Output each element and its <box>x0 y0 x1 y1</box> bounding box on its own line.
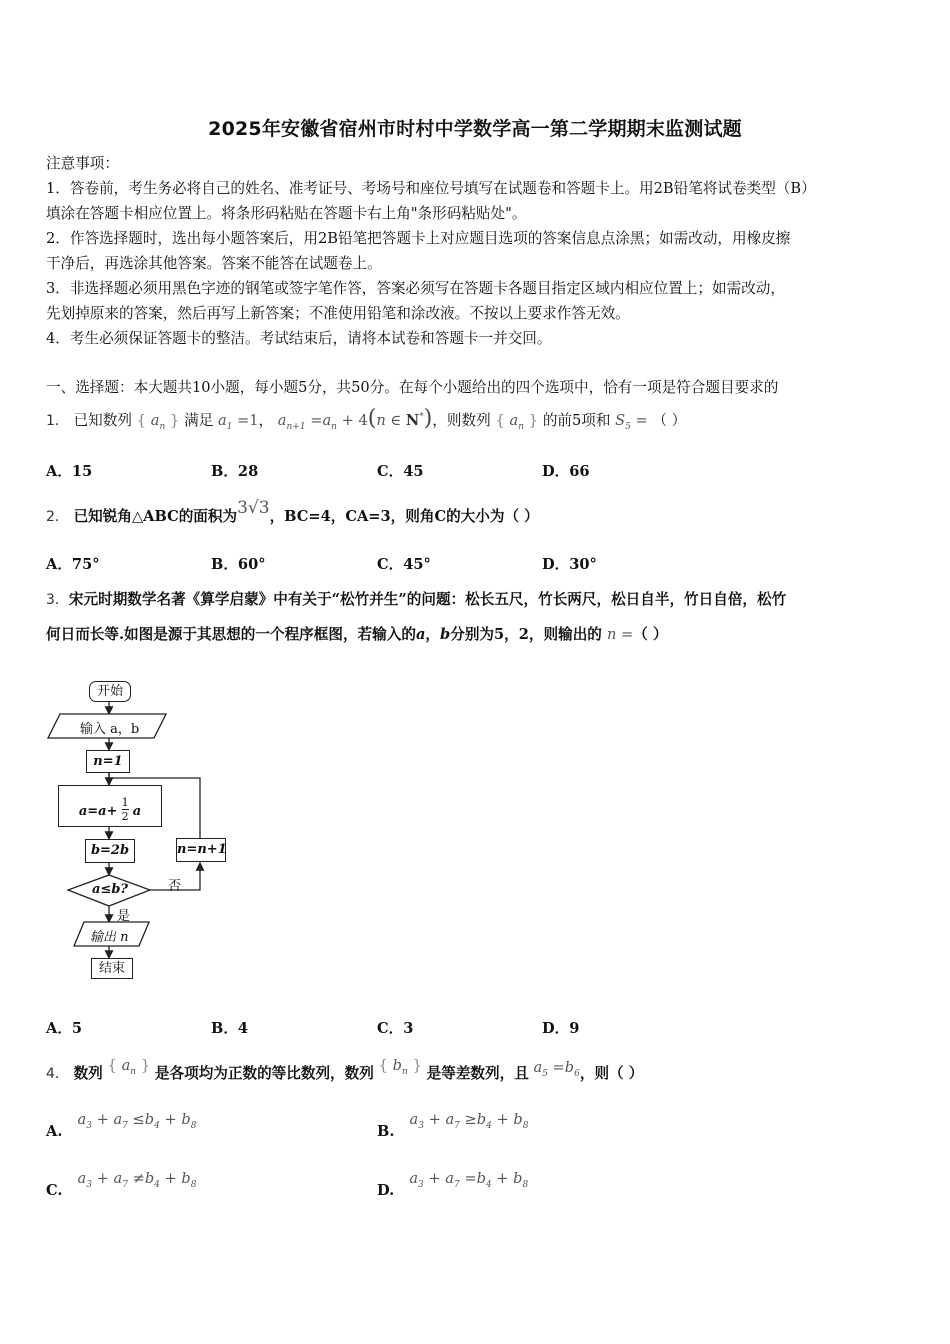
flow-input-label: 输入 a，b <box>80 722 140 737</box>
relation-le: ≤ <box>132 1111 145 1128</box>
flow-assign-a <box>58 785 162 827</box>
sequence-a-ref: { $a_n$ } <box>495 411 539 432</box>
fraction-denominator: 2 <box>121 810 129 823</box>
flow-condition: a≤b? <box>92 882 129 897</box>
question-number: 2． <box>46 509 69 525</box>
q4-option-d-letter: D. <box>377 1182 395 1199</box>
q4-option-b-letter: B. <box>377 1123 395 1140</box>
question-4 <box>46 1056 644 1085</box>
q4-option-c[interactable] <box>46 1170 197 1202</box>
q1-text-6: （ ） <box>652 412 687 429</box>
flow-yes-label: 是 <box>117 909 131 924</box>
flow-increment: n=n+1 <box>176 838 226 862</box>
q3-text-2c: ， <box>425 626 441 643</box>
notice-line-1: 1．答卷前，考生务必将自己的姓名、准考证号、考场号和座位号填写在试题卷和答题卡上。用2B铅笔将试卷类型（B） <box>46 180 816 197</box>
q4-option-a[interactable] <box>46 1111 197 1143</box>
q1-text-5: 的前5项和 <box>542 412 611 429</box>
q1-text-2: 满足 <box>184 412 214 429</box>
formula-s5: $S_5$ = <box>615 412 648 432</box>
q4-option-a-formula: $a_3 + a_7 \le b_4 + b_8$ <box>77 1111 197 1131</box>
q2-text-2: ，BC=4，CA=3，则角C的大小为（ ） <box>269 508 539 525</box>
notice-line-4: 干净后，再选涂其他答案。答案不能答在试题卷上。 <box>46 255 382 272</box>
assign-a-label: a=a+ <box>78 804 118 819</box>
q3-text-2a: 何日而长等.如图是源于其思想的一个程序框图，若输入的 <box>46 626 416 643</box>
q4-text-2: 是各项均为正数的等比数列，数列 <box>154 1065 374 1082</box>
q2-option-d[interactable]: D．30° <box>542 556 597 573</box>
notice-heading: 注意事项： <box>46 155 119 172</box>
q3-text-1: 宋元时期数学名著《算学启蒙》中有关于“松竹并生”的问题：松长五尺，竹长两尺，松日自半，竹日自倍，松竹 <box>68 591 787 608</box>
question-2 <box>46 498 539 526</box>
question-1 <box>46 406 686 432</box>
q1-option-b[interactable]: B．28 <box>211 463 259 480</box>
notice-line-7: 4．考生必须保证答题卡的整洁。考试结束后，请将本试卷和答题卡一并交回。 <box>46 330 552 347</box>
q3-option-a[interactable]: A．5 <box>46 1020 83 1037</box>
question-3-line-2 <box>46 623 668 644</box>
notice-line-5: 3．非选择题必须用黑色字迹的钢笔或签字笔作答，答案必须写在答题卡各题目指定区域内相应位置上；如需改动， <box>46 280 785 297</box>
q2-option-a[interactable]: A．75° <box>46 556 100 573</box>
sequence-a: { $a_n$ } <box>136 411 180 432</box>
q4-option-b-formula: $a_3 + a_7 \ge b_4 + b_8$ <box>409 1111 529 1131</box>
flow-no-label: 否 <box>168 879 182 894</box>
q3-var-b: b <box>440 626 451 643</box>
question-number: 3． <box>46 592 69 608</box>
sequence-a: { $a_n$ } <box>107 1056 151 1077</box>
q2-option-b[interactable]: B．60° <box>211 556 266 573</box>
q4-option-c-formula: $a_3 + a_7 \ne b_4 + b_8$ <box>77 1170 197 1190</box>
q2-option-c[interactable]: C．45° <box>377 556 431 573</box>
section-heading: 一、选择题：本大题共10小题，每小题5分，共50分。在每个小题给出的四个选项中，恰有一项是符合题目要求的 <box>46 379 779 396</box>
q3-option-c[interactable]: C．3 <box>377 1020 414 1037</box>
q3-option-d[interactable]: D．9 <box>542 1020 580 1037</box>
formula-a5-b6: $a_5 =b_6$ <box>533 1059 580 1079</box>
q2-text-1: 已知锐角△ABC的面积为 <box>73 508 238 525</box>
exam-title: 2025年安徽省宿州市时村中学数学高一第二学期期末监测试题 <box>208 118 742 140</box>
q3-var-a: a <box>415 626 426 643</box>
question-number: 1． <box>46 413 69 429</box>
q4-text-3: 是等差数列，且 <box>426 1065 529 1082</box>
sequence-b: { $b_n$ } <box>378 1056 422 1077</box>
formula-a1: $a_1 =1$ <box>217 412 259 432</box>
flowchart <box>46 670 246 990</box>
q4-option-d-formula: $a_3 + a_7 =b_4 + b_8$ <box>409 1170 529 1190</box>
q1-option-a[interactable]: A．15 <box>46 463 93 480</box>
relation-ne: ≠ <box>132 1170 145 1187</box>
q4-option-c-letter: C. <box>46 1182 63 1199</box>
fraction-numerator: 1 <box>121 796 129 809</box>
formula-area: 3√3 <box>237 498 270 518</box>
q1-option-d[interactable]: D．66 <box>542 463 590 480</box>
notice-line-6: 先划掉原来的答案，然后再写上新答案；不准使用铅笔和涂改液。不按以上要求作答无效。 <box>46 305 630 322</box>
notice-line-2: 填涂在答题卡相应位置上。将条形码粘贴在答题卡右上角"条形码粘贴处"。 <box>46 205 527 222</box>
q4-text-4: ，则（ ） <box>579 1065 644 1082</box>
q4-option-b[interactable] <box>377 1111 529 1143</box>
question-3-line-1 <box>46 588 786 609</box>
flow-output: 输出 n <box>90 930 129 945</box>
q3-text-2f: （ ） <box>633 626 668 643</box>
q1-text-4: ，则数列 <box>432 412 491 429</box>
flow-start: 开始 <box>89 681 131 702</box>
flow-end: 结束 <box>91 958 133 979</box>
flow-input <box>80 718 139 737</box>
fraction-half <box>122 796 129 823</box>
q1-text-1: 已知数列 <box>73 412 132 429</box>
relation-eq: = <box>464 1170 477 1187</box>
q4-text-1: 数列 <box>73 1065 103 1082</box>
flow-init: n=1 <box>86 750 130 773</box>
q4-option-a-letter: A. <box>46 1123 63 1140</box>
formula-recurrence: $a_{n+1} =a_n + 4(n$ ∈ N*) <box>277 406 433 432</box>
flow-assign-b: b=2b <box>85 839 135 863</box>
q3-text-2e: 分别为5，2，则输出的 <box>450 626 602 643</box>
assign-a-tail: a <box>132 804 142 819</box>
q4-option-d[interactable] <box>377 1170 529 1202</box>
q1-text-3: ， <box>258 412 274 429</box>
q3-option-b[interactable]: B．4 <box>211 1020 249 1037</box>
relation-ge: ≥ <box>464 1111 477 1128</box>
question-number: 4． <box>46 1066 69 1082</box>
q1-option-c[interactable]: C．45 <box>377 463 424 480</box>
flowchart-connectors <box>46 670 246 990</box>
formula-n: n = <box>606 626 634 643</box>
notice-line-3: 2．作答选择题时，选出每小题答案后，用2B铅笔把答题卡上对应题目选项的答案信息点涂黑；如需改动，用橡皮擦 <box>46 230 791 247</box>
